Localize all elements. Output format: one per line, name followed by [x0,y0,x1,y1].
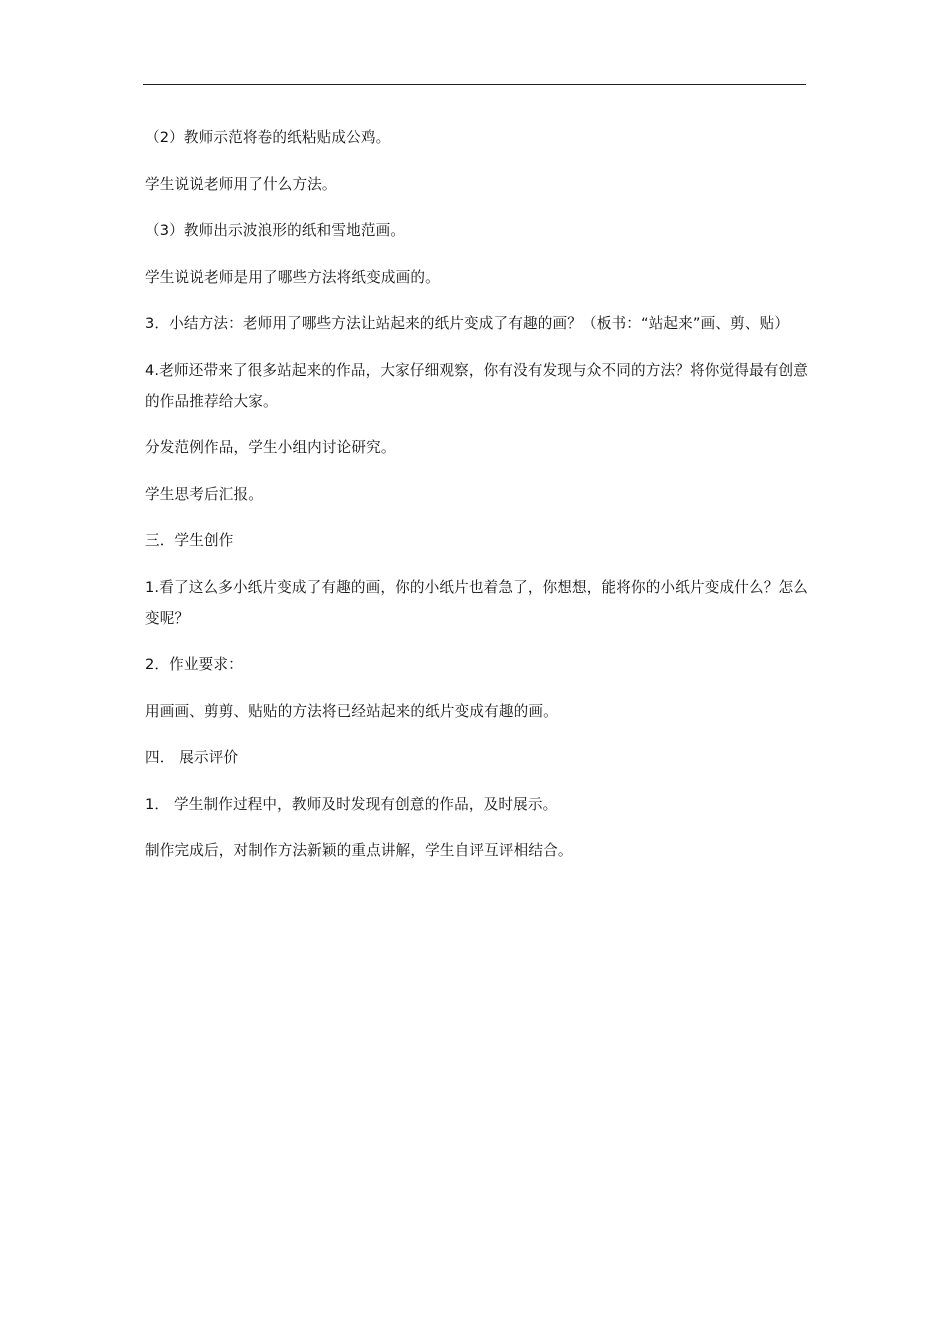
header-rule [143,84,806,85]
paragraph-works-observe: 4.老师还带来了很多站起来的作品，大家仔细观察，你有没有发现与众不同的方法？将你觉得最有创意的作品推荐给大家。 [145,361,808,410]
paragraph-student-method: 学生说说老师用了什么方法。 [145,175,337,193]
paragraph-creation-1: 1.看了这么多小纸片变成了有趣的画，你的小纸片也着急了，你想想，能将你的小纸片变成什么？怎么变呢？ [145,578,808,627]
paragraph-homework-method: 用画画、剪剪、贴贴的方法将已经站起来的纸片变成有趣的画。 [145,702,558,720]
section-heading-creation: 三．学生创作 [145,532,234,549]
paragraph-step-3: （3）教师出示波浪形的纸和雪地范画。 [145,222,406,239]
paragraph-step-2: （2）教师示范将卷的纸粘贴成公鸡。 [145,129,391,146]
document-body [145,122,809,882]
paragraph-homework-requirements: 2．作业要求： [145,656,243,673]
paragraph-display-1: 1． 学生制作过程中，教师及时发现有创意的作品，及时展示。 [145,795,558,813]
paragraph-display-evaluation: 制作完成后，对制作方法新颖的重点讲解，学生自评互评相结合。 [145,842,573,859]
paragraph-summary-methods: 3．小结方法：老师用了哪些方法让站起来的纸片变成了有趣的画？（板书：“站起来”画、剪、贴） [145,315,790,332]
paragraph-student-methods-paper: 学生说说老师是用了哪些方法将纸变成画的。 [145,268,440,286]
paragraph-student-report: 学生思考后汇报。 [145,485,263,503]
section-heading-display: 四． 展示评价 [145,749,239,766]
paragraph-distribute-examples: 分发范例作品，学生小组内讨论研究。 [145,439,396,456]
